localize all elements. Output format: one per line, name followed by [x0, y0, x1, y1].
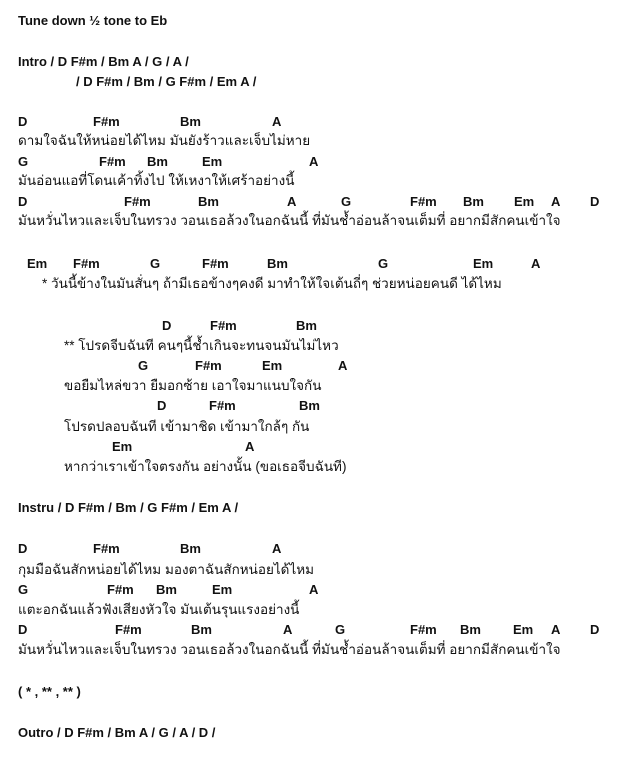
chord: A [272, 114, 282, 129]
chord: G [18, 582, 29, 597]
chord: D [162, 318, 172, 333]
chord: Bm [296, 318, 317, 333]
chord-line [0, 153, 620, 171]
chord: D [18, 622, 28, 637]
chord: Bm [460, 622, 481, 637]
chord-line [0, 255, 620, 273]
chord: Em [514, 194, 535, 209]
chord: F#m [210, 318, 237, 333]
chord-line [0, 621, 620, 639]
lyric-line: ขอยืมไหล่ขวา ยืมอกซ้าย เอาใจมาแนบใจกัน [64, 378, 322, 393]
chord: D [18, 114, 28, 129]
chord-line [0, 113, 620, 131]
chord: Em [202, 154, 223, 169]
chord: Em [112, 439, 133, 454]
chord: F#m [195, 358, 222, 373]
lyric-line: แตะอกฉันแล้วฟังเสียงหัวใจ มันเต้นรุนแรงอย่างนี้ [18, 602, 300, 617]
chord: D [18, 194, 28, 209]
chord: F#m [410, 622, 437, 637]
chord: Bm [463, 194, 484, 209]
chord: Em [212, 582, 233, 597]
chord: Bm [191, 622, 212, 637]
chord: D [590, 194, 600, 209]
intro-line-1: Intro / D F#m / Bm A / G / A / [18, 54, 189, 69]
chord: G [341, 194, 352, 209]
chord: Bm [299, 398, 320, 413]
chord: F#m [115, 622, 142, 637]
chord: A [272, 541, 282, 556]
chord: A [338, 358, 348, 373]
lyric-line: โปรดปลอบฉันที เข้ามาชิด เข้ามาใกล้ๆ กัน [64, 419, 310, 434]
chord: A [309, 154, 319, 169]
chord: F#m [410, 194, 437, 209]
chord: G [18, 154, 29, 169]
chord: F#m [209, 398, 236, 413]
chord: F#m [93, 541, 120, 556]
repeat-note: ( * , ** , ** ) [18, 684, 81, 699]
chord: Em [473, 256, 494, 271]
chord-line [0, 581, 620, 599]
chord: Bm [147, 154, 168, 169]
chord-line [0, 193, 620, 211]
chord: F#m [107, 582, 134, 597]
chord: D [18, 541, 28, 556]
chord: Bm [198, 194, 219, 209]
chord: G [138, 358, 149, 373]
lyric-line: กุมมือฉันสักหน่อยได้ไหม มองตาฉันสักหน่อยได้ไหม [18, 562, 315, 577]
lyric-line: มันอ่อนแอที่โดนเค้าทิ้งไป ให้เหงาให้เศร้าอย่างนี้ [18, 173, 295, 188]
intro-line-2: / D F#m / Bm / G F#m / Em A / [76, 74, 257, 89]
chord: F#m [202, 256, 229, 271]
chord: D [590, 622, 600, 637]
chord: F#m [93, 114, 120, 129]
chord: F#m [124, 194, 151, 209]
lyric-line: * วันนี้ข้างในมันสั่นๆ ถ้ามีเธอข้างๆคงดี มาทำให้ใจเต้นถี่ๆ ช่วยหน่อยคนดี ได้ไหม [42, 276, 502, 291]
chord-line [0, 357, 620, 375]
chord-line [0, 317, 620, 335]
lyric-line: ** โปรดจีบฉันที คนๆนี้ช้ำเกินจะทนจนมันไม่ไหว [64, 338, 339, 353]
chord: D [157, 398, 167, 413]
chord: G [335, 622, 346, 637]
chord: G [378, 256, 389, 271]
chord: F#m [73, 256, 100, 271]
chord-line [0, 438, 620, 456]
lyric-line: หากว่าเราเข้าใจตรงกัน อย่างนั้น (ขอเธอจีบฉันที) [64, 459, 347, 474]
chord: Em [513, 622, 534, 637]
chord-line [0, 540, 620, 558]
instru-line: Instru / D F#m / Bm / G F#m / Em A / [18, 500, 239, 515]
chord: A [287, 194, 297, 209]
chord: A [531, 256, 541, 271]
chord: A [551, 194, 561, 209]
chord: A [551, 622, 561, 637]
chord: A [309, 582, 319, 597]
outro-line: Outro / D F#m / Bm A / G / A / D / [18, 725, 216, 740]
tuning-note: Tune down ½ tone to Eb [18, 13, 168, 28]
chord: Bm [156, 582, 177, 597]
chord: Bm [267, 256, 288, 271]
lyric-line: มันหวั่นไหวและเจ็บในทรวง วอนเธอล้วงในอกฉันนี้ ที่มันช้ำอ่อนล้าจนเต็มที่ อยากมีสักคนเข้าใจ [18, 213, 561, 228]
chord: Bm [180, 114, 201, 129]
chord: F#m [99, 154, 126, 169]
chord-line [0, 397, 620, 415]
chord: A [283, 622, 293, 637]
chord: Em [27, 256, 48, 271]
chord: G [150, 256, 161, 271]
lyric-line: มันหวั่นไหวและเจ็บในทรวง วอนเธอล้วงในอกฉันนี้ ที่มันช้ำอ่อนล้าจนเต็มที่ อยากมีสักคนเข้าใจ [18, 642, 561, 657]
lyric-line: ดามใจฉันให้หน่อยได้ไหม มันยังร้าวและเจ็บไม่หาย [18, 133, 311, 148]
chord: A [245, 439, 255, 454]
chord: Bm [180, 541, 201, 556]
chord: Em [262, 358, 283, 373]
